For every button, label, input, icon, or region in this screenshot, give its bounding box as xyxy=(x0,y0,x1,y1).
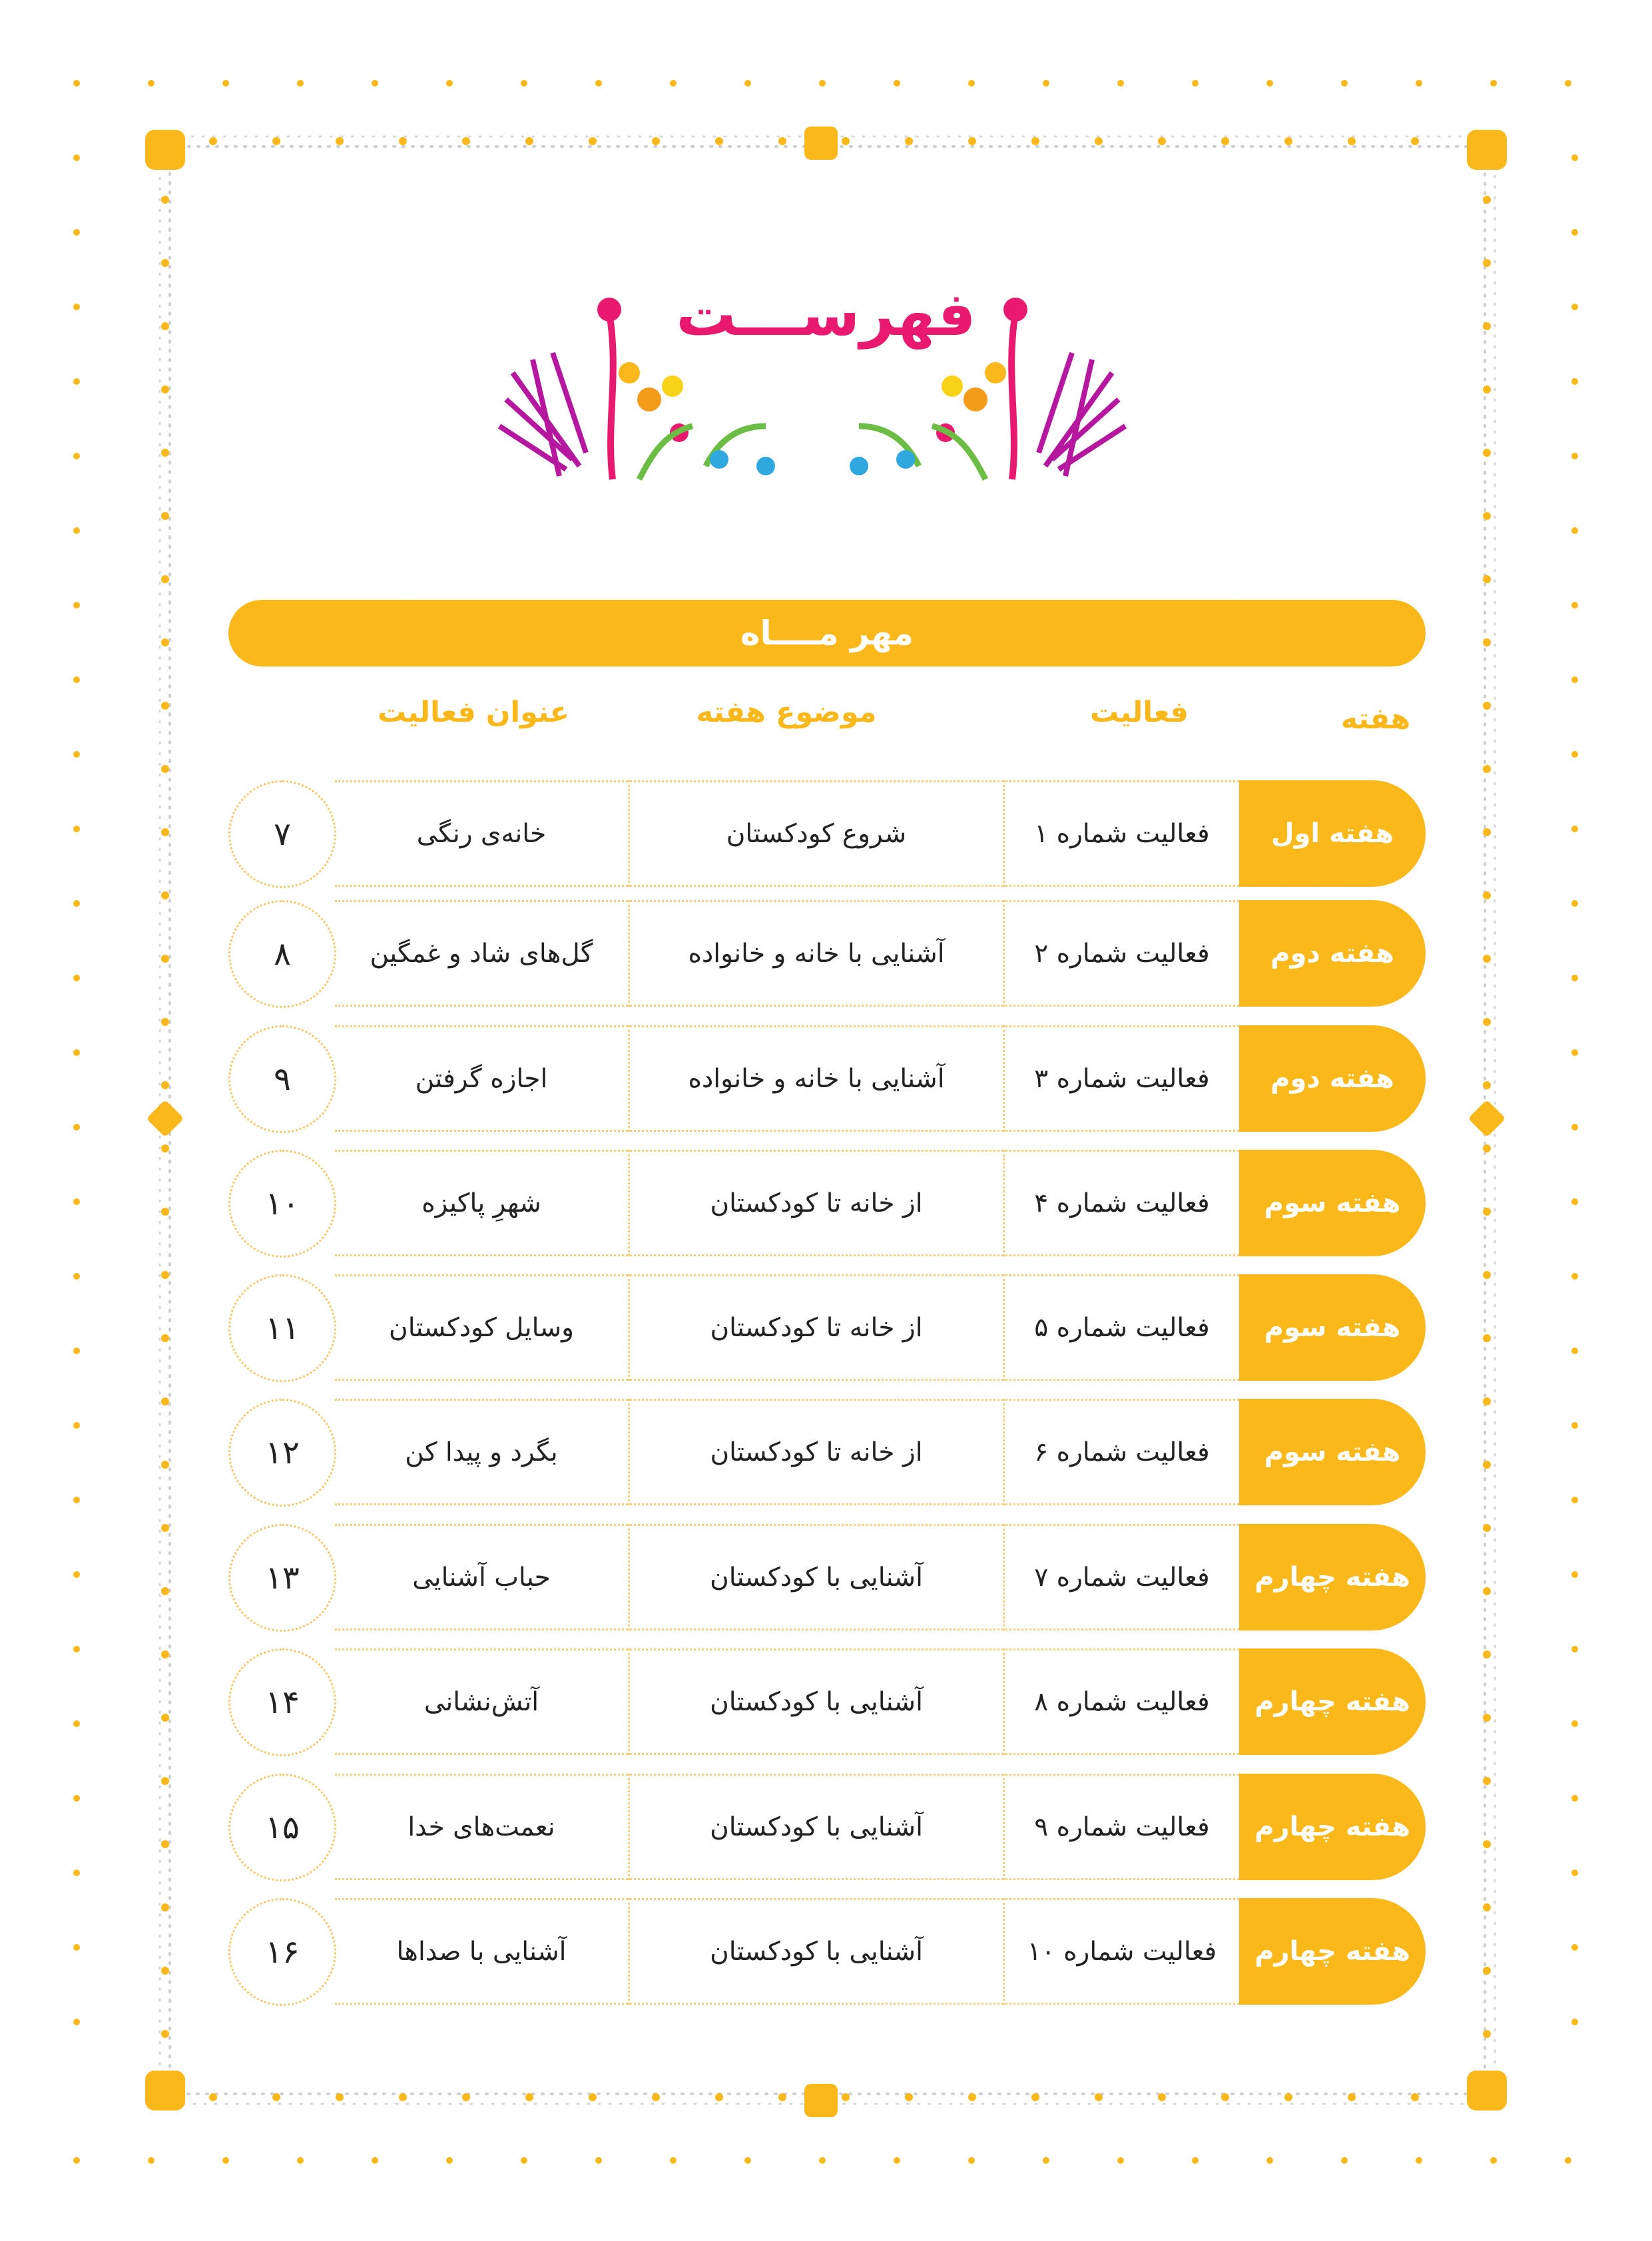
topic-cell: آشنایی با خانه و خانواده xyxy=(688,1063,945,1094)
week-badge xyxy=(1239,1648,1426,1755)
table-row xyxy=(228,1898,1426,2005)
month-header xyxy=(228,600,1426,666)
activity-cell: فعالیت شماره ۴ xyxy=(1034,1188,1210,1218)
edge-ornament xyxy=(804,2084,838,2117)
table-row xyxy=(228,1274,1426,1381)
topic-cell: آشنایی با کودکستان xyxy=(710,1686,923,1717)
table-row xyxy=(228,1774,1426,1880)
table-row xyxy=(228,1648,1426,1755)
page-number: ۱۰ xyxy=(228,1150,336,1258)
corner-ornament xyxy=(1467,130,1507,170)
activity-title-cell: شهرِ پاکیزه xyxy=(421,1188,541,1218)
week-label: هفته دوم xyxy=(1270,938,1394,969)
corner-ornament xyxy=(145,2071,185,2111)
activity-cell: فعالیت شماره ۶ xyxy=(1034,1437,1210,1467)
corner-ornament xyxy=(145,130,185,170)
activity-title-cell: وسایل کودکستان xyxy=(389,1312,574,1343)
week-badge xyxy=(1239,1524,1426,1630)
activity-cell: فعالیت شماره ۸ xyxy=(1034,1686,1210,1717)
week-label: هفته اول xyxy=(1270,818,1394,849)
week-label: هفته سوم xyxy=(1264,1312,1401,1343)
table-row xyxy=(228,900,1426,1007)
column-header-topic: موضوع هفته xyxy=(696,696,877,729)
activity-cell: فعالیت شماره ۲ xyxy=(1034,938,1210,969)
page-number: ۱۴ xyxy=(228,1648,336,1756)
activity-title-cell: بگرد و پیدا کن xyxy=(405,1437,558,1467)
edge-ornament xyxy=(146,1100,184,1138)
activity-cell: فعالیت شماره ۳ xyxy=(1034,1063,1210,1094)
activity-cell: فعالیت شماره ۹ xyxy=(1034,1812,1210,1842)
table-row xyxy=(228,1524,1426,1630)
activity-title-cell: آتش‌نشانی xyxy=(423,1686,539,1717)
activity-title-cell: آشنایی با صداها xyxy=(396,1936,567,1967)
topic-cell: شروع کودکستان xyxy=(726,818,907,849)
page-number: ۱۱ xyxy=(228,1274,336,1382)
page-number: ۱۶ xyxy=(228,1898,336,2006)
table-row xyxy=(228,780,1426,887)
page-number: ۱۳ xyxy=(228,1524,336,1632)
edge-ornament xyxy=(1468,1100,1506,1138)
page-number: ۱۲ xyxy=(228,1399,336,1507)
week-badge xyxy=(1239,1774,1426,1880)
week-label: هفته سوم xyxy=(1264,1188,1401,1218)
edge-ornament xyxy=(804,126,838,160)
week-badge xyxy=(1239,900,1426,1007)
topic-cell: از خانه تا کودکستان xyxy=(710,1437,923,1467)
activity-title-cell: گل‌های شاد و غمگین xyxy=(370,938,593,969)
activity-title-cell: حباب آشنایی xyxy=(412,1562,551,1593)
table-row xyxy=(228,1399,1426,1505)
week-label: هفته دوم xyxy=(1270,1063,1394,1094)
table-row xyxy=(228,1025,1426,1132)
page-title: فهرســـت xyxy=(676,280,976,350)
week-badge xyxy=(1239,1025,1426,1132)
topic-cell: آشنایی با خانه و خانواده xyxy=(688,938,945,969)
corner-ornament xyxy=(1467,2071,1507,2111)
activity-cell: فعالیت شماره ۱۰ xyxy=(1027,1936,1217,1967)
week-badge xyxy=(1239,1399,1426,1505)
topic-cell: از خانه تا کودکستان xyxy=(710,1312,923,1343)
activity-title-cell: خانه‌ی رنگی xyxy=(416,818,547,849)
activity-title-cell: اجازه گرفتن xyxy=(415,1063,548,1094)
activity-title-cell: نعمت‌های خدا xyxy=(408,1812,555,1842)
topic-cell: آشنایی با کودکستان xyxy=(710,1562,923,1593)
week-badge xyxy=(1239,1898,1426,2005)
week-badge xyxy=(1239,1274,1426,1381)
week-badge xyxy=(1239,780,1426,887)
week-label: هفته چهارم xyxy=(1254,1686,1410,1717)
week-badge xyxy=(1239,1150,1426,1256)
week-label: هفته سوم xyxy=(1264,1437,1401,1467)
week-label: هفته چهارم xyxy=(1254,1562,1410,1593)
page-number: ۹ xyxy=(228,1025,336,1133)
topic-cell: از خانه تا کودکستان xyxy=(710,1188,923,1218)
activity-cell: فعالیت شماره ۷ xyxy=(1034,1562,1210,1593)
week-label: هفته چهارم xyxy=(1254,1812,1410,1842)
week-label: هفته چهارم xyxy=(1254,1936,1410,1967)
column-header-activity: فعالیت xyxy=(1090,696,1189,729)
column-header-week: هفته xyxy=(1340,702,1411,736)
topic-cell: آشنایی با کودکستان xyxy=(710,1812,923,1842)
topic-cell: آشنایی با کودکستان xyxy=(710,1936,923,1967)
column-header-activity-title: عنوان فعالیت xyxy=(377,696,570,729)
table-row xyxy=(228,1150,1426,1256)
page-number: ۷ xyxy=(228,780,336,888)
page-number: ۱۵ xyxy=(228,1774,336,1881)
page-number: ۸ xyxy=(228,900,336,1008)
activity-cell: فعالیت شماره ۱ xyxy=(1034,818,1210,849)
month-label: مهر مــــاه xyxy=(740,614,914,652)
activity-cell: فعالیت شماره ۵ xyxy=(1034,1312,1210,1343)
